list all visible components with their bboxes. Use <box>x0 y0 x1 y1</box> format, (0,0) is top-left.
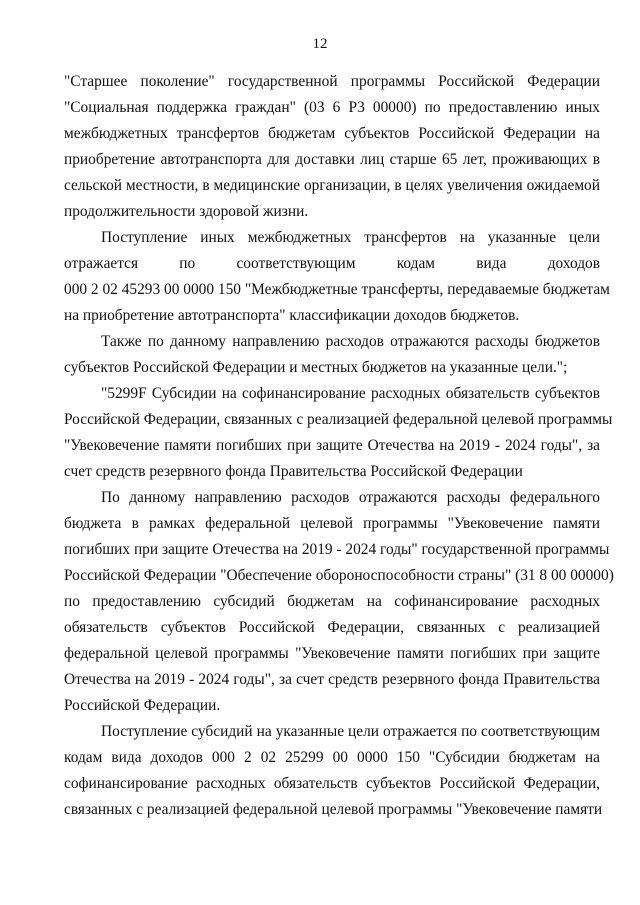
text-line: Российской Федерации "Обеспечение обороноспособности страны" (31 8 00 00000) <box>64 567 614 584</box>
text-line: Также по данному направлению расходов отражаются расходы бюджетов <box>101 333 600 350</box>
text-line: связанных с реализацией федеральной целевой программы "Увековечение памяти <box>64 801 603 818</box>
text-line: Российской Федерации, связанных с реализацией федеральной целевой программы <box>64 411 613 428</box>
text-line: межбюджетных трансфертов бюджетам субъектов Российской Федерации на <box>64 125 600 142</box>
text-line: субъектов Российской Федерации и местных бюджетов на указанные цели."; <box>64 359 568 376</box>
text-line: "Старшее поколение" государственной программы Российской Федерации <box>64 73 600 90</box>
text-line: сельской местности, в медицинские организации, в целях увеличения ожидаемой <box>64 177 600 194</box>
text-line: Поступление иных межбюджетных трансфертов на указанные цели <box>101 229 600 246</box>
page-number: 12 <box>312 36 328 52</box>
text-line: кодам вида доходов 000 2 02 25299 00 0000 150 "Субсидии бюджетам на <box>64 749 600 766</box>
text-line: обязательств субъектов Российской Федерации, связанных с реализацией <box>64 619 600 636</box>
text-line: "Увековечение памяти погибших при защите Отечества на 2019 - 2024 годы", за <box>64 437 600 454</box>
text-line: федеральной целевой программы "Увековечение памяти погибших при защите <box>64 645 600 662</box>
text-line: 000 2 02 45293 00 0000 150 "Межбюджетные трансферты, передаваемые бюджетам <box>64 281 610 298</box>
text-line: погибших при защите Отечества на 2019 - 2024 годы" государственной программы <box>64 541 610 558</box>
text-line: отражается по соответствующим кодам вида доходов <box>64 255 600 272</box>
text-line: "5299F Субсидии на софинансирование расходных обязательств субъектов <box>101 385 600 402</box>
text-line: приобретение автотранспорта для доставки лиц старше 65 лет, проживающих в <box>64 151 600 168</box>
text-line: По данному направлению расходов отражаются расходы федерального <box>101 489 600 506</box>
text-line: софинансирование расходных обязательств субъектов Российской Федерации, <box>64 775 600 792</box>
text-line: продолжительности здоровой жизни. <box>64 203 309 220</box>
text-line: на приобретение автотранспорта" классификации доходов бюджетов. <box>64 307 520 324</box>
text-line: бюджета в рамках федеральной целевой программы "Увековечение памяти <box>64 515 600 532</box>
text-line: Российской Федерации. <box>64 697 221 714</box>
text-line: счет средств резервного фонда Правительства Российской Федерации <box>64 463 523 480</box>
text-line: Отечества на 2019 - 2024 годы", за счет средств резервного фонда Правительства <box>64 671 600 688</box>
text-line: "Социальная поддержка граждан" (03 6 Р3 00000) по предоставлению иных <box>64 99 600 116</box>
text-line: по предоставлению субсидий бюджетам на софинансирование расходных <box>64 593 600 610</box>
text-line: Поступление субсидий на указанные цели отражается по соответствующим <box>101 723 600 740</box>
